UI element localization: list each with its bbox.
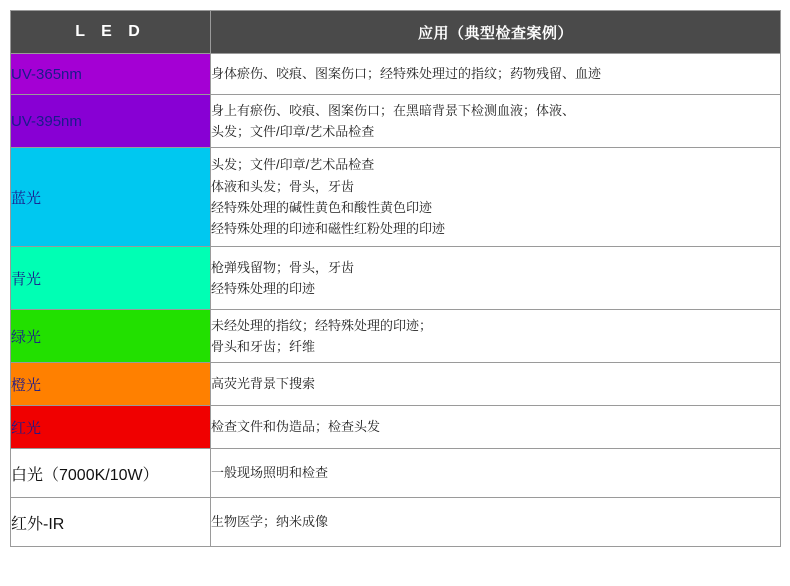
led-label-cell: 白光（7000K/10W） xyxy=(11,449,211,498)
table-body xyxy=(11,54,781,547)
application-line: 身体瘀伤、咬痕、图案伤口；经特殊处理过的指纹；药物残留、血迹 xyxy=(211,66,602,82)
led-label-cell: 橙光 xyxy=(11,363,211,406)
table-row xyxy=(11,54,781,95)
application-line: 经特殊处理的印迹和磁性红粉处理的印迹 xyxy=(211,221,446,237)
application-line: 未经处理的指纹；经特殊处理的印迹； xyxy=(211,317,433,333)
application-cell xyxy=(211,406,781,449)
table-row xyxy=(11,449,781,498)
table-header-row xyxy=(11,11,781,54)
table-row xyxy=(11,247,781,310)
application-line: 高荧光背景下搜索 xyxy=(211,376,316,392)
application-cell xyxy=(211,449,781,498)
led-label-cell: UV-395nm xyxy=(11,95,211,148)
application-line: 经特殊处理的印迹 xyxy=(211,281,316,296)
table-header xyxy=(11,11,781,54)
application-line: 检查文件和伪造品；检查头发 xyxy=(211,419,381,435)
led-label-cell: 青光 xyxy=(11,247,211,310)
application-line: 生物医学；纳米成像 xyxy=(211,514,329,530)
application-cell xyxy=(211,54,781,95)
table-row xyxy=(11,310,781,363)
application-line: 头发；文件/印章/艺术品检查 xyxy=(211,157,375,173)
application-line: 骨头和牙齿；纤维 xyxy=(211,339,316,354)
column-header-application: 应用（典型检查案例） xyxy=(211,11,781,54)
led-label-cell: 红外-IR xyxy=(11,498,211,547)
led-label-cell: UV-365nm xyxy=(11,54,211,95)
application-line: 一般现场照明和检查 xyxy=(211,465,329,481)
application-cell xyxy=(211,247,781,310)
column-header-led: L E D xyxy=(11,11,211,54)
table-row xyxy=(11,406,781,449)
table-row xyxy=(11,498,781,547)
application-cell xyxy=(211,95,781,148)
application-cell xyxy=(211,498,781,547)
led-application-table xyxy=(10,10,781,547)
led-label-cell: 绿光 xyxy=(11,310,211,363)
led-label-cell: 蓝光 xyxy=(11,148,211,247)
table-row xyxy=(11,363,781,406)
application-line: 头发；文件/印章/艺术品检查 xyxy=(211,124,375,139)
led-label-cell: 红光 xyxy=(11,406,211,449)
application-cell xyxy=(211,363,781,406)
application-cell xyxy=(211,148,781,247)
application-line: 枪弹残留物；骨头，牙齿 xyxy=(211,259,355,275)
application-line: 身上有瘀伤、咬痕、图案伤口；在黑暗背景下检测血液；体液、 xyxy=(211,102,576,118)
table-row xyxy=(11,95,781,148)
application-line: 经特殊处理的碱性黄色和酸性黄色印迹 xyxy=(211,200,433,215)
table-row xyxy=(11,148,781,247)
application-line: 体液和头发；骨头，牙齿 xyxy=(211,178,355,194)
application-cell xyxy=(211,310,781,363)
